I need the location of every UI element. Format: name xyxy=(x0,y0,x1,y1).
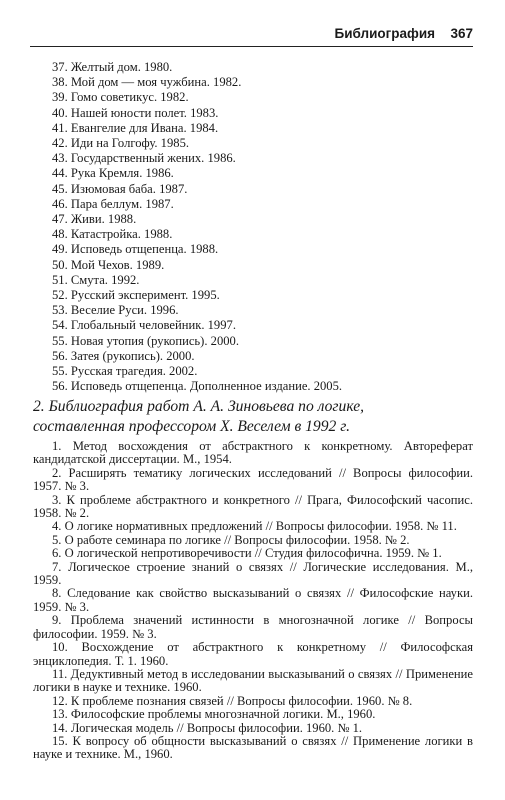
list-item: 49. Исповедь отщепенца. 1988. xyxy=(52,242,219,257)
list-item: 42. Иди на Голгофу. 1985. xyxy=(52,136,190,151)
list-item: 41. Евангелие для Ивана. 1984. xyxy=(52,120,219,135)
list-item: 50. Мой Чехов. 1989. xyxy=(52,257,165,272)
bibliography-entry: 10. Восхождение от абстрактного к конкретному // Философская энциклопедия. Т. 1. 1960. xyxy=(33,640,473,668)
section-heading xyxy=(33,397,473,436)
bibliography-entry: 1. Метод восхождения от абстрактного к конкретному. Автореферат кандидатской диссертации. М., 1954. xyxy=(33,439,473,467)
bibliography-entry: 5. О работе семинара по логике // Вопросы философии. 1958. № 2. xyxy=(52,532,410,547)
list-item: 53. Веселие Руси. 1996. xyxy=(52,303,179,318)
logic-bibliography-list xyxy=(33,440,473,762)
list-item: 37. Желтый дом. 1980. xyxy=(52,60,173,74)
bibliography-entry: 11. Дедуктивный метод в исследовании высказываний о связях // Применение логики в науке и технике. 1960. xyxy=(33,666,473,695)
bibliography-entry: 14. Логическая модель // Вопросы философии. 1960. № 1. xyxy=(52,720,363,735)
list-item: 48. Катастройка. 1988. xyxy=(52,227,173,242)
list-item: 43. Государственный жених. 1986. xyxy=(52,151,236,166)
bibliography-entry: 12. К проблеме познания связей // Вопросы философии. 1960. № 8. xyxy=(52,693,413,708)
list-item: 55. Новая утопия (рукопись). 2000. xyxy=(52,333,239,348)
bibliography-entry: 9. Проблема значений истинности в многозначной логике // Вопросы философии. 1959. № 3. xyxy=(33,613,473,641)
bibliography-entry: 4. О логике нормативных предложений // Вопросы философии. 1958. № 11. xyxy=(52,519,457,534)
bibliography-entry: 3. К проблеме абстрактного и конкретного // Прага, Философский часопис. 1958. № 2. xyxy=(33,492,473,521)
list-item: 56. Затея (рукопись). 2000. xyxy=(52,348,195,363)
bibliography-entry: 15. К вопросу об общности высказываний о связях // Применение логики в науке и технике. М., 1960. xyxy=(33,733,473,762)
list-item: 38. Мой дом — моя чужбина. 1982. xyxy=(52,75,242,90)
list-item: 47. Живи. 1988. xyxy=(52,212,137,227)
header-title: Библиография xyxy=(334,26,435,41)
list-item: 55. Русская трагедия. 2002. xyxy=(52,364,198,379)
bibliography-entry: 13. Философские проблемы многозначной логики. М., 1960. xyxy=(52,707,376,722)
list-item: 44. Рука Кремля. 1986. xyxy=(52,166,174,181)
bibliography-entry: 7. Логическое строение знаний о связях // Логические исследования. М., 1959. xyxy=(33,559,473,588)
list-item: 52. Русский эксперимент. 1995. xyxy=(52,288,220,303)
list-item: 45. Изюмовая баба. 1987. xyxy=(52,181,188,196)
works-list xyxy=(52,60,472,394)
section-heading-line: составленная профессором Х. Веселем в 1992 г. xyxy=(33,417,350,435)
list-item: 54. Глобальный человейник. 1997. xyxy=(52,318,236,333)
list-item: 40. Нашей юности полет. 1983. xyxy=(52,105,219,120)
section-heading-line: 2. Библиография работ А. А. Зиновьева по логике, xyxy=(33,398,365,415)
running-header xyxy=(30,22,473,47)
list-item: 46. Пара беллум. 1987. xyxy=(52,196,174,211)
list-item: 39. Гомо советикус. 1982. xyxy=(52,90,189,105)
page-number: 367 xyxy=(450,26,473,41)
bibliography-entry: 8. Следование как свойство высказываний о связях // Философские науки. 1959. № 3. xyxy=(33,586,473,614)
bibliography-entry: 2. Расширять тематику логических исследований // Вопросы философии. 1957. № 3. xyxy=(33,465,473,494)
list-item: 51. Смута. 1992. xyxy=(52,272,140,287)
bibliography-entry: 6. О логической непротиворечивости // Студия философична. 1959. № 1. xyxy=(52,546,442,561)
list-item: 56. Исповедь отщепенца. Дополненное издание. 2005. xyxy=(52,379,343,394)
